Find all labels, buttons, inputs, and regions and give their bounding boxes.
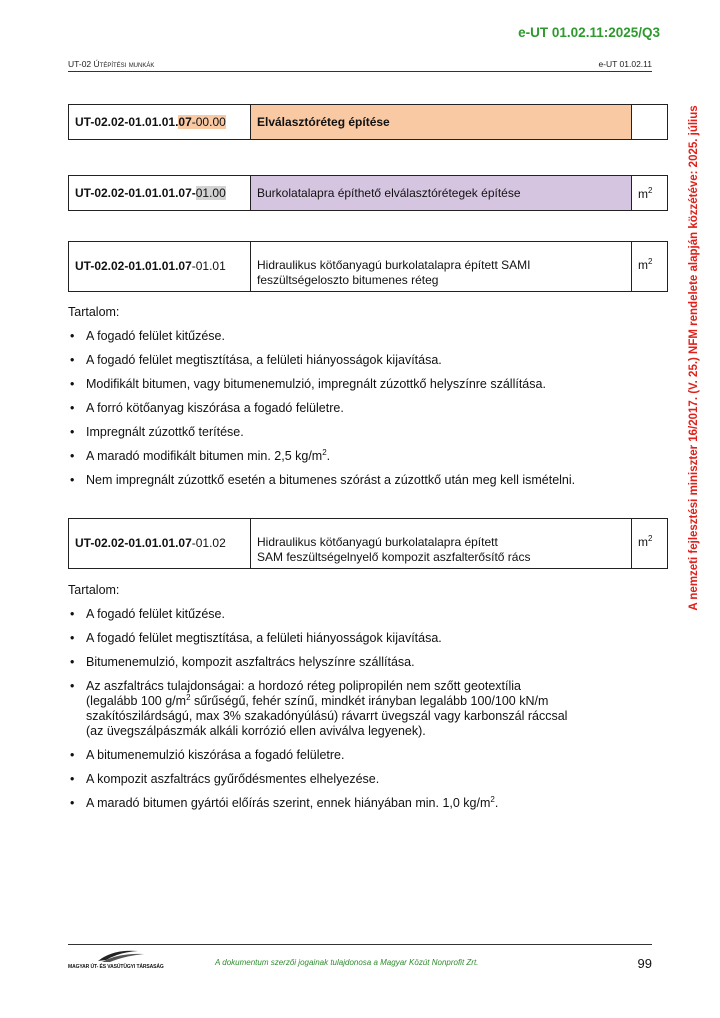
copyright-note: A dokumentum szerzői jogainak tulajdonosa a Magyar Közút Nonprofit Zrt. — [215, 958, 479, 967]
running-header — [68, 59, 652, 72]
list-item: • A maradó bitumen gyártói előírás szerint, ennek hiányában min. 1,0 $kg/m^2$. — [68, 796, 628, 811]
item-title: Hidraulikus kötőanyagú burkolatalapra épített SAMI feszültségeloszto bitumenes réteg — [257, 258, 531, 287]
item-title: Burkolatalapra építhető elválasztórétegek építése — [251, 176, 631, 210]
list-item: • Bitumenemulzió, kompozit aszfaltrács helyszínre szállítása. — [68, 655, 628, 670]
item-unit: $m^2$ — [631, 519, 667, 568]
logo-text: MAGYAR ÚT- ÉS VASÚTÜGYI TÁRSASÁG — [68, 964, 164, 970]
item-box-sam-racs — [68, 518, 668, 569]
content-list-2 — [68, 607, 628, 820]
list-item: • A maradó modifikált bitumen min. 2,5 $kg/m^2$. — [68, 449, 628, 464]
item-unit — [631, 105, 667, 139]
header-right: e-UT 01.02.11 — [598, 59, 652, 69]
logo-swoosh-icon — [68, 947, 160, 965]
side-publication-note: A nemzeti fejlesztési miniszter 16/2017. (V. 25.) NFM rendelete alapján közzétéve: 2025. július — [688, 105, 700, 611]
item-code: UT-02.02-01.01.01. 07 -00.00 — [69, 105, 251, 139]
item-title: Elválasztóréteg építése — [251, 105, 631, 139]
item-unit: $m^2$ — [631, 242, 667, 291]
item-box-sami — [68, 241, 668, 292]
item-box-burkolatalapra — [68, 175, 668, 211]
item-code: UT-02.02-01.01.01.07- 01.00 — [69, 176, 251, 210]
list-item: • Nem impregnált zúzottkő esetén a bitumenes szórást a zúzottkő után meg kell ismételni. — [68, 473, 628, 488]
document-code: e-UT 01.02.11:2025/Q3 — [518, 25, 660, 40]
list-item: • A fogadó felület megtisztítása, a felületi hiányosságok kijavítása. — [68, 631, 628, 646]
list-item: • A fogadó felület kitűzése. — [68, 329, 628, 344]
item-code: UT-02.02-01.01.01.07 -01.01 — [69, 242, 251, 291]
content-list-1 — [68, 329, 628, 497]
page-number: 99 — [637, 956, 652, 971]
list-item: • A fogadó felület kitűzése. — [68, 607, 628, 622]
list-item: • A fogadó felület megtisztítása, a felületi hiányosságok kijavítása. — [68, 353, 628, 368]
section-label: Tartalom: — [68, 305, 120, 319]
list-item: • Az aszfaltrács tulajdonságai: a hordozó réteg polipropilén nem szőtt geotextília (legalább 100 $g/m^2$ sűrűségű, fehér színű, mindkét irányban legalább 100/100 kN/m szakítószilárdságú, max 3% szakadónyúlású) rávarrt üvegszál vagy karbonszál ráccsal (az üvegszálpászmák alkáli korrózió ellen aviválva legyenek). — [68, 679, 628, 739]
list-item: • A bitumenemulzió kiszórása a fogadó felületre. — [68, 748, 628, 763]
footer-divider — [68, 944, 652, 945]
header-left: UT-02 Útépítési munkák — [68, 59, 155, 69]
item-unit: $m^2$ — [631, 176, 667, 210]
item-title: Hidraulikus kötőanyagú burkolatalapra épített SAM feszültségelnyelő kompozit aszfalterősítő rács — [257, 535, 531, 564]
list-item: • Modifikált bitumen, vagy bitumenemulzió, impregnált zúzottkő helyszínre szállítása. — [68, 377, 628, 392]
list-item: • Impregnált zúzottkő terítése. — [68, 425, 628, 440]
item-code: UT-02.02-01.01.01.07 -01.02 — [69, 519, 251, 568]
list-item: • A kompozit aszfaltrács gyűrődésmentes elhelyezése. — [68, 772, 628, 787]
item-box-elvalasztoreteg — [68, 104, 668, 140]
list-item: • A forró kötőanyag kiszórása a fogadó felületre. — [68, 401, 628, 416]
section-label: Tartalom: — [68, 583, 120, 597]
society-logo — [68, 947, 164, 971]
